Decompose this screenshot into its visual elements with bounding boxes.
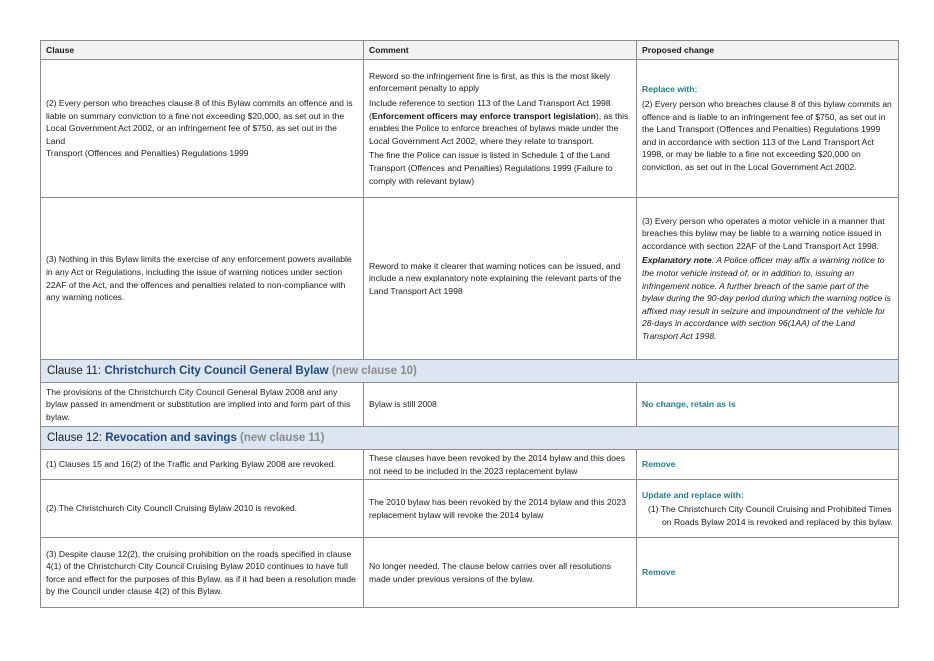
table-row bbox=[41, 450, 899, 480]
comment-text bbox=[369, 97, 631, 147]
explanatory-note-label: Explanatory note bbox=[642, 255, 712, 266]
comment-cell: The 2010 bylaw has been revoked by the 2014 bylaw and this 2023 replacement bylaw will revoke the 2014 bylaw bbox=[364, 480, 637, 538]
comment-text: Reword so the infringement fine is first, as this is the most likely enforcement penalty to apply bbox=[369, 70, 611, 94]
bylaw-review-table bbox=[40, 40, 899, 608]
table-row bbox=[41, 383, 899, 427]
proposed-cell bbox=[637, 60, 899, 198]
comment-cell: Bylaw is still 2008 bbox=[364, 383, 637, 427]
section-heading-clause-11 bbox=[41, 360, 899, 383]
comment-text-part: ), as this enables the Police to enforce breaches of bylaws made under the Local Government Act 2002, where they relate to transport. bbox=[369, 110, 629, 146]
table-row bbox=[41, 480, 899, 538]
proposed-cell: Remove bbox=[637, 450, 899, 480]
section-prefix: Clause 11: bbox=[47, 365, 105, 377]
section-prefix: Clause 12: bbox=[47, 432, 106, 444]
proposed-text: (2) Every person who breaches clause 8 of this bylaw commits an offence and is liable to an infringement fee of $750, as set out in the Land Transport (Offences and Penalties) Regulations 1999 and in accordance with section 113 of the Land Transport Act 1998, or may be liable to a fine not exceeding $20,000 on conviction, as set out in the Local Government Act 2002. bbox=[642, 99, 892, 172]
table-row bbox=[41, 60, 899, 198]
section-heading-cell bbox=[41, 427, 899, 450]
comment-cell: No longer needed. The clause below carries over all resolutions made under previous versions of the bylaw. bbox=[364, 538, 637, 608]
section-note: (new clause 10) bbox=[328, 365, 417, 377]
header-proposed-change: Proposed change bbox=[637, 41, 899, 60]
proposed-text: (1) The Christchurch City Council Cruising and Prohibited Times on Roads Bylaw 2014 is revoked and replaced by this bylaw. bbox=[648, 504, 893, 527]
explanatory-note-text: : A Police officer may affix a warning notice to the motor vehicle instead of, or in addition to, issuing an infringement notice. A further breach of the same part of the bylaw during the 90-day period during which the warning notice is affixed may result in seizure and impoundment of the vehicle for 28-days in accordance with section 96(1AA) of the Land Transport Act 1998. bbox=[642, 255, 891, 341]
comment-text: The fine the Police can issue is listed in Schedule 1 of the Land Transport (Offences and Penalties) Regulations 1999 (Failure to comply with relevant bylaw) bbox=[369, 150, 613, 186]
table-row bbox=[41, 198, 899, 360]
proposed-label: Replace with: bbox=[642, 84, 698, 95]
clause-cell: (3) Despite clause 12(2), the cruising prohibition on the roads specified in clause 4(1) of the Christchurch City Council Cruising Bylaw 2010 continues to have full force and effect for the purposes of this Bylaw, as if it had been a resolution made by the Council under clause 4(2) of this Bylaw. bbox=[41, 538, 364, 608]
comment-cell bbox=[364, 60, 637, 198]
proposed-cell: Remove bbox=[637, 538, 899, 608]
header-row bbox=[41, 41, 899, 60]
clause-cell: The provisions of the Christchurch City Council General Bylaw 2008 and any bylaw passed in amendment or substitution are implied into and form part of this bylaw. bbox=[41, 383, 364, 427]
clause-text-continued: Transport (Offences and Penalties) Regulations 1999 bbox=[46, 148, 249, 159]
section-title: Revocation and savings bbox=[105, 432, 237, 444]
comment-cell: Reword to make it clearer that warning notices can be issued, and include a new explanatory note explaining the relevant parts of the Land Transport Act 1998 bbox=[364, 198, 637, 360]
proposed-label: Update and replace with: bbox=[642, 489, 744, 500]
comment-bold-term: Enforcement officers may enforce transport legislation bbox=[371, 110, 596, 121]
clause-cell: (3) Nothing in this Bylaw limits the exercise of any enforcement powers available in any Act or Regulations, including the issue of warning notices under section 22AF of the Act, and the offences and penalties related to non-compliance with any warning notices. bbox=[41, 198, 364, 360]
proposed-cell: No change, retain as is bbox=[637, 383, 899, 427]
section-heading-clause-12 bbox=[41, 427, 899, 450]
clause-cell: (1) Clauses 15 and 16(2) of the Traffic and Parking Bylaw 2008 are revoked. bbox=[41, 450, 364, 480]
clause-text: (2) Every person who breaches clause 8 of this Bylaw commits an offence and is liable on summary conviction to a fine not exceeding $20,000, as set out in the Local Government Act 2002, or an infringement fee of $750, as set out in the Land bbox=[46, 98, 353, 146]
header-clause: Clause bbox=[41, 41, 364, 60]
comment-cell: These clauses have been revoked by the 2014 bylaw and this does not need to be included in the 2023 replacement bylaw bbox=[364, 450, 637, 480]
header-comment: Comment bbox=[364, 41, 637, 60]
section-note: (new clause 11) bbox=[236, 432, 325, 444]
clause-cell bbox=[41, 60, 364, 198]
section-heading-cell bbox=[41, 360, 899, 383]
proposed-cell bbox=[637, 480, 899, 538]
explanatory-note bbox=[642, 254, 893, 342]
section-title: Christchurch City Council General Bylaw bbox=[104, 365, 329, 377]
table-row bbox=[41, 538, 899, 608]
comment-text-part: Include reference to section 113 of the Land Transport Act 1998 ( bbox=[369, 98, 611, 121]
proposed-cell bbox=[637, 198, 899, 360]
clause-cell: (2) The Christchurch City Council Cruising Bylaw 2010 is revoked. bbox=[41, 480, 364, 538]
proposed-text: (3) Every person who operates a motor vehicle in a manner that breaches this bylaw may be liable to a warning notice issued in accordance with section 22AF of the Land Transport Act 1998. bbox=[642, 215, 885, 251]
